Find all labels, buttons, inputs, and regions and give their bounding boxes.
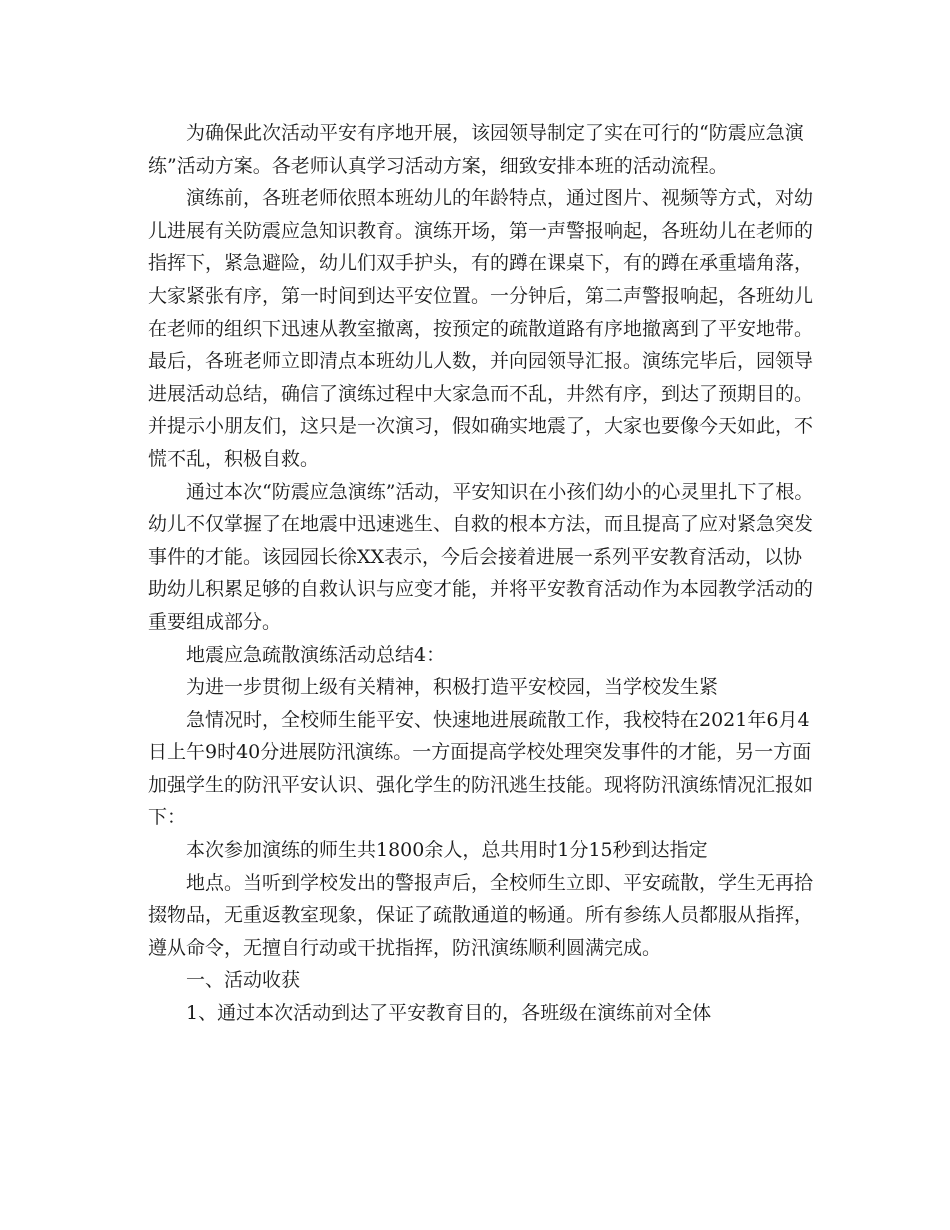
text-line: 演练前，各班老师依照本班幼儿的年龄特点，通过图片、视频等方式，对幼 [186,187,814,210]
text-line: 掇物品，无重返教室现象，保证了疏散通道的畅通。所有参练人员都服从指挥， [148,904,814,927]
text-line: 为进一步贯彻上级有关精神，积极打造平安校园，当学校发生紧 [186,676,719,699]
text-line: 练”活动方案。各老师认真学习活动方案，细致安排本班的活动流程。 [148,154,728,177]
text-line: 助幼儿积累足够的自救认识与应变才能，并将平安教育活动作为本园教学活动的 [148,578,814,601]
text-line: 大家紧张有序，第一时间到达平安位置。一分钟后，第二声警报响起，各班幼儿 [148,284,814,307]
text-line: 在老师的组织下迅速从教室撤离，按预定的疏散道路有序地撤离到了平安地带。 [148,317,814,340]
text-line: 最后，各班老师立即清点本班幼儿人数，并向园领导汇报。演练完毕后，园领导 [148,350,814,373]
text-line: 本次参加演练的师生共1800余人，总共用时1分15秒到达指定 [186,839,708,862]
text-line: 儿进展有关防震应急知识教育。演练开场，第一声警报响起，各班幼儿在老师的 [148,219,814,242]
text-line: 急情况时，全校师生能平安、快速地进展疏散工作，我校特在2021年6月4 [186,708,810,731]
text-line: 慌不乱，积极自救。 [148,447,320,470]
text-line: 遵从命令，无擅自行动或干扰指挥，防汛演练顺利圆满完成。 [148,936,662,959]
text-line: 下： [148,806,187,829]
text-line: 通过本次“防震应急演练”活动，平安知识在小孩们幼小的心灵里扎下了根。 [186,480,814,503]
text-line: 加强学生的防汛平安认识、强化学生的防汛逃生技能。现将防汛演练情况汇报如 [148,773,814,796]
text-line: 地震应急疏散演练活动总结4： [186,643,446,666]
text-line: 1、通过本次活动到达了平安教育目的，各班级在演练前对全体 [186,1002,712,1025]
text-line: 为确保此次活动平安有序地开展，该园领导制定了实在可行的“防震应急演 [186,122,804,144]
text-line: 重要组成部分。 [148,610,282,633]
text-line: 地点。当听到学校发出的警报声后，全校师生立即、平安疏散，学生无再拾 [186,871,814,894]
text-line: 日上午9时40分进展防汛演练。一方面提高学校处理突发事件的才能，另一方面 [148,741,812,764]
document-body [148,117,814,1030]
text-line: 并提示小朋友们，这只是一次演习，假如确实地震了，大家也要像今天如此，不 [148,415,814,438]
text-line: 进展活动总结，确信了演练过程中大家急而不乱，井然有序，到达了预期目的。 [148,382,814,405]
text-line: 指挥下，紧急避险，幼儿们双手护头，有的蹲在课桌下，有的蹲在承重墙角落， [148,252,814,275]
text-line: 幼儿不仅掌握了在地震中迅速逃生、自救的根本方法，而且提高了应对紧急突发 [148,513,814,536]
text-line: 事件的才能。该园园长徐XX表示，今后会接着进展一系列平安教育活动，以协 [148,545,803,568]
text-line: 一、活动收获 [186,969,301,992]
